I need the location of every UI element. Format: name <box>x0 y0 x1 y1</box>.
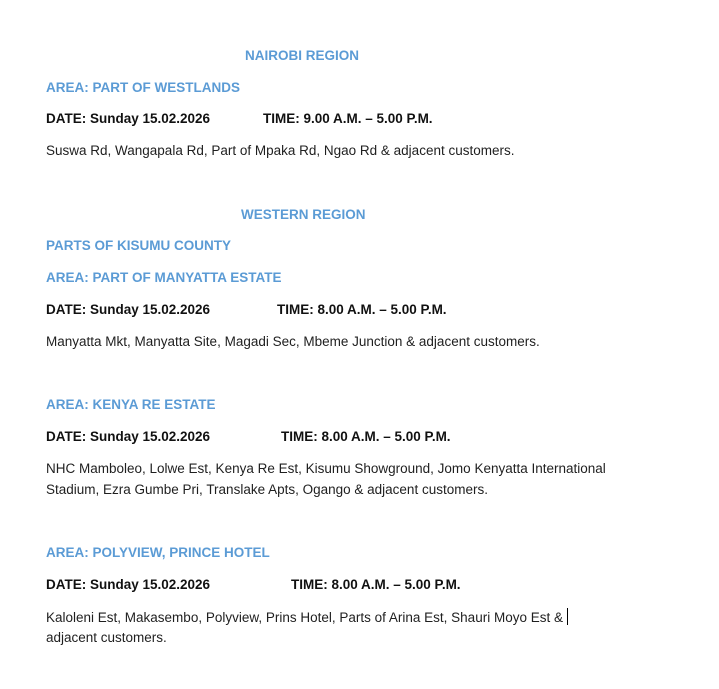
affected-areas-polyview-line1[interactable] <box>46 608 568 627</box>
area-heading-manyatta: AREA: PART OF MANYATTA ESTATE <box>46 270 282 285</box>
time-text: TIME: 8.00 A.M. – 5.00 P.M. <box>281 429 451 444</box>
county-heading-kisumu: PARTS OF KISUMU COUNTY <box>46 238 231 253</box>
area-heading-westlands: AREA: PART OF WESTLANDS <box>46 80 240 95</box>
area-heading-kenya-re: AREA: KENYA RE ESTATE <box>46 397 216 412</box>
affected-areas-westlands: Suswa Rd, Wangapala Rd, Part of Mpaka Rd, Ngao Rd & adjacent customers. <box>46 143 515 158</box>
affected-areas-manyatta: Manyatta Mkt, Manyatta Site, Magadi Sec, Mbeme Junction & adjacent customers. <box>46 334 540 349</box>
date-text: DATE: Sunday 15.02.2026 <box>46 302 211 317</box>
date-line-manyatta <box>46 301 447 319</box>
region-heading-nairobi: NAIROBI REGION <box>245 48 360 63</box>
date-line-kenya-re <box>46 428 451 446</box>
date-text: DATE: Sunday 15.02.2026 <box>46 111 211 126</box>
region-heading-western: WESTERN REGION <box>241 207 366 222</box>
affected-areas-text: Kaloleni Est, Makasembo, Polyview, Prins Hotel, Parts of Arina Est, Shauri Moyo Est & <box>46 610 563 625</box>
time-text: TIME: 8.00 A.M. – 5.00 P.M. <box>291 577 461 592</box>
affected-areas-polyview-line2: adjacent customers. <box>46 630 167 645</box>
text-cursor <box>567 608 568 625</box>
affected-areas-kenya-re-line2: Stadium, Ezra Gumbe Pri, Translake Apts, Ogango & adjacent customers. <box>46 482 488 497</box>
date-line-westlands <box>46 110 433 128</box>
area-heading-polyview: AREA: POLYVIEW, PRINCE HOTEL <box>46 545 270 560</box>
time-text: TIME: 8.00 A.M. – 5.00 P.M. <box>277 302 447 317</box>
date-text: DATE: Sunday 15.02.2026 <box>46 429 211 444</box>
date-line-polyview <box>46 576 461 594</box>
affected-areas-kenya-re-line1: NHC Mamboleo, Lolwe Est, Kenya Re Est, Kisumu Showground, Jomo Kenyatta International <box>46 461 606 476</box>
date-text: DATE: Sunday 15.02.2026 <box>46 577 211 592</box>
time-text: TIME: 9.00 A.M. – 5.00 P.M. <box>263 111 433 126</box>
